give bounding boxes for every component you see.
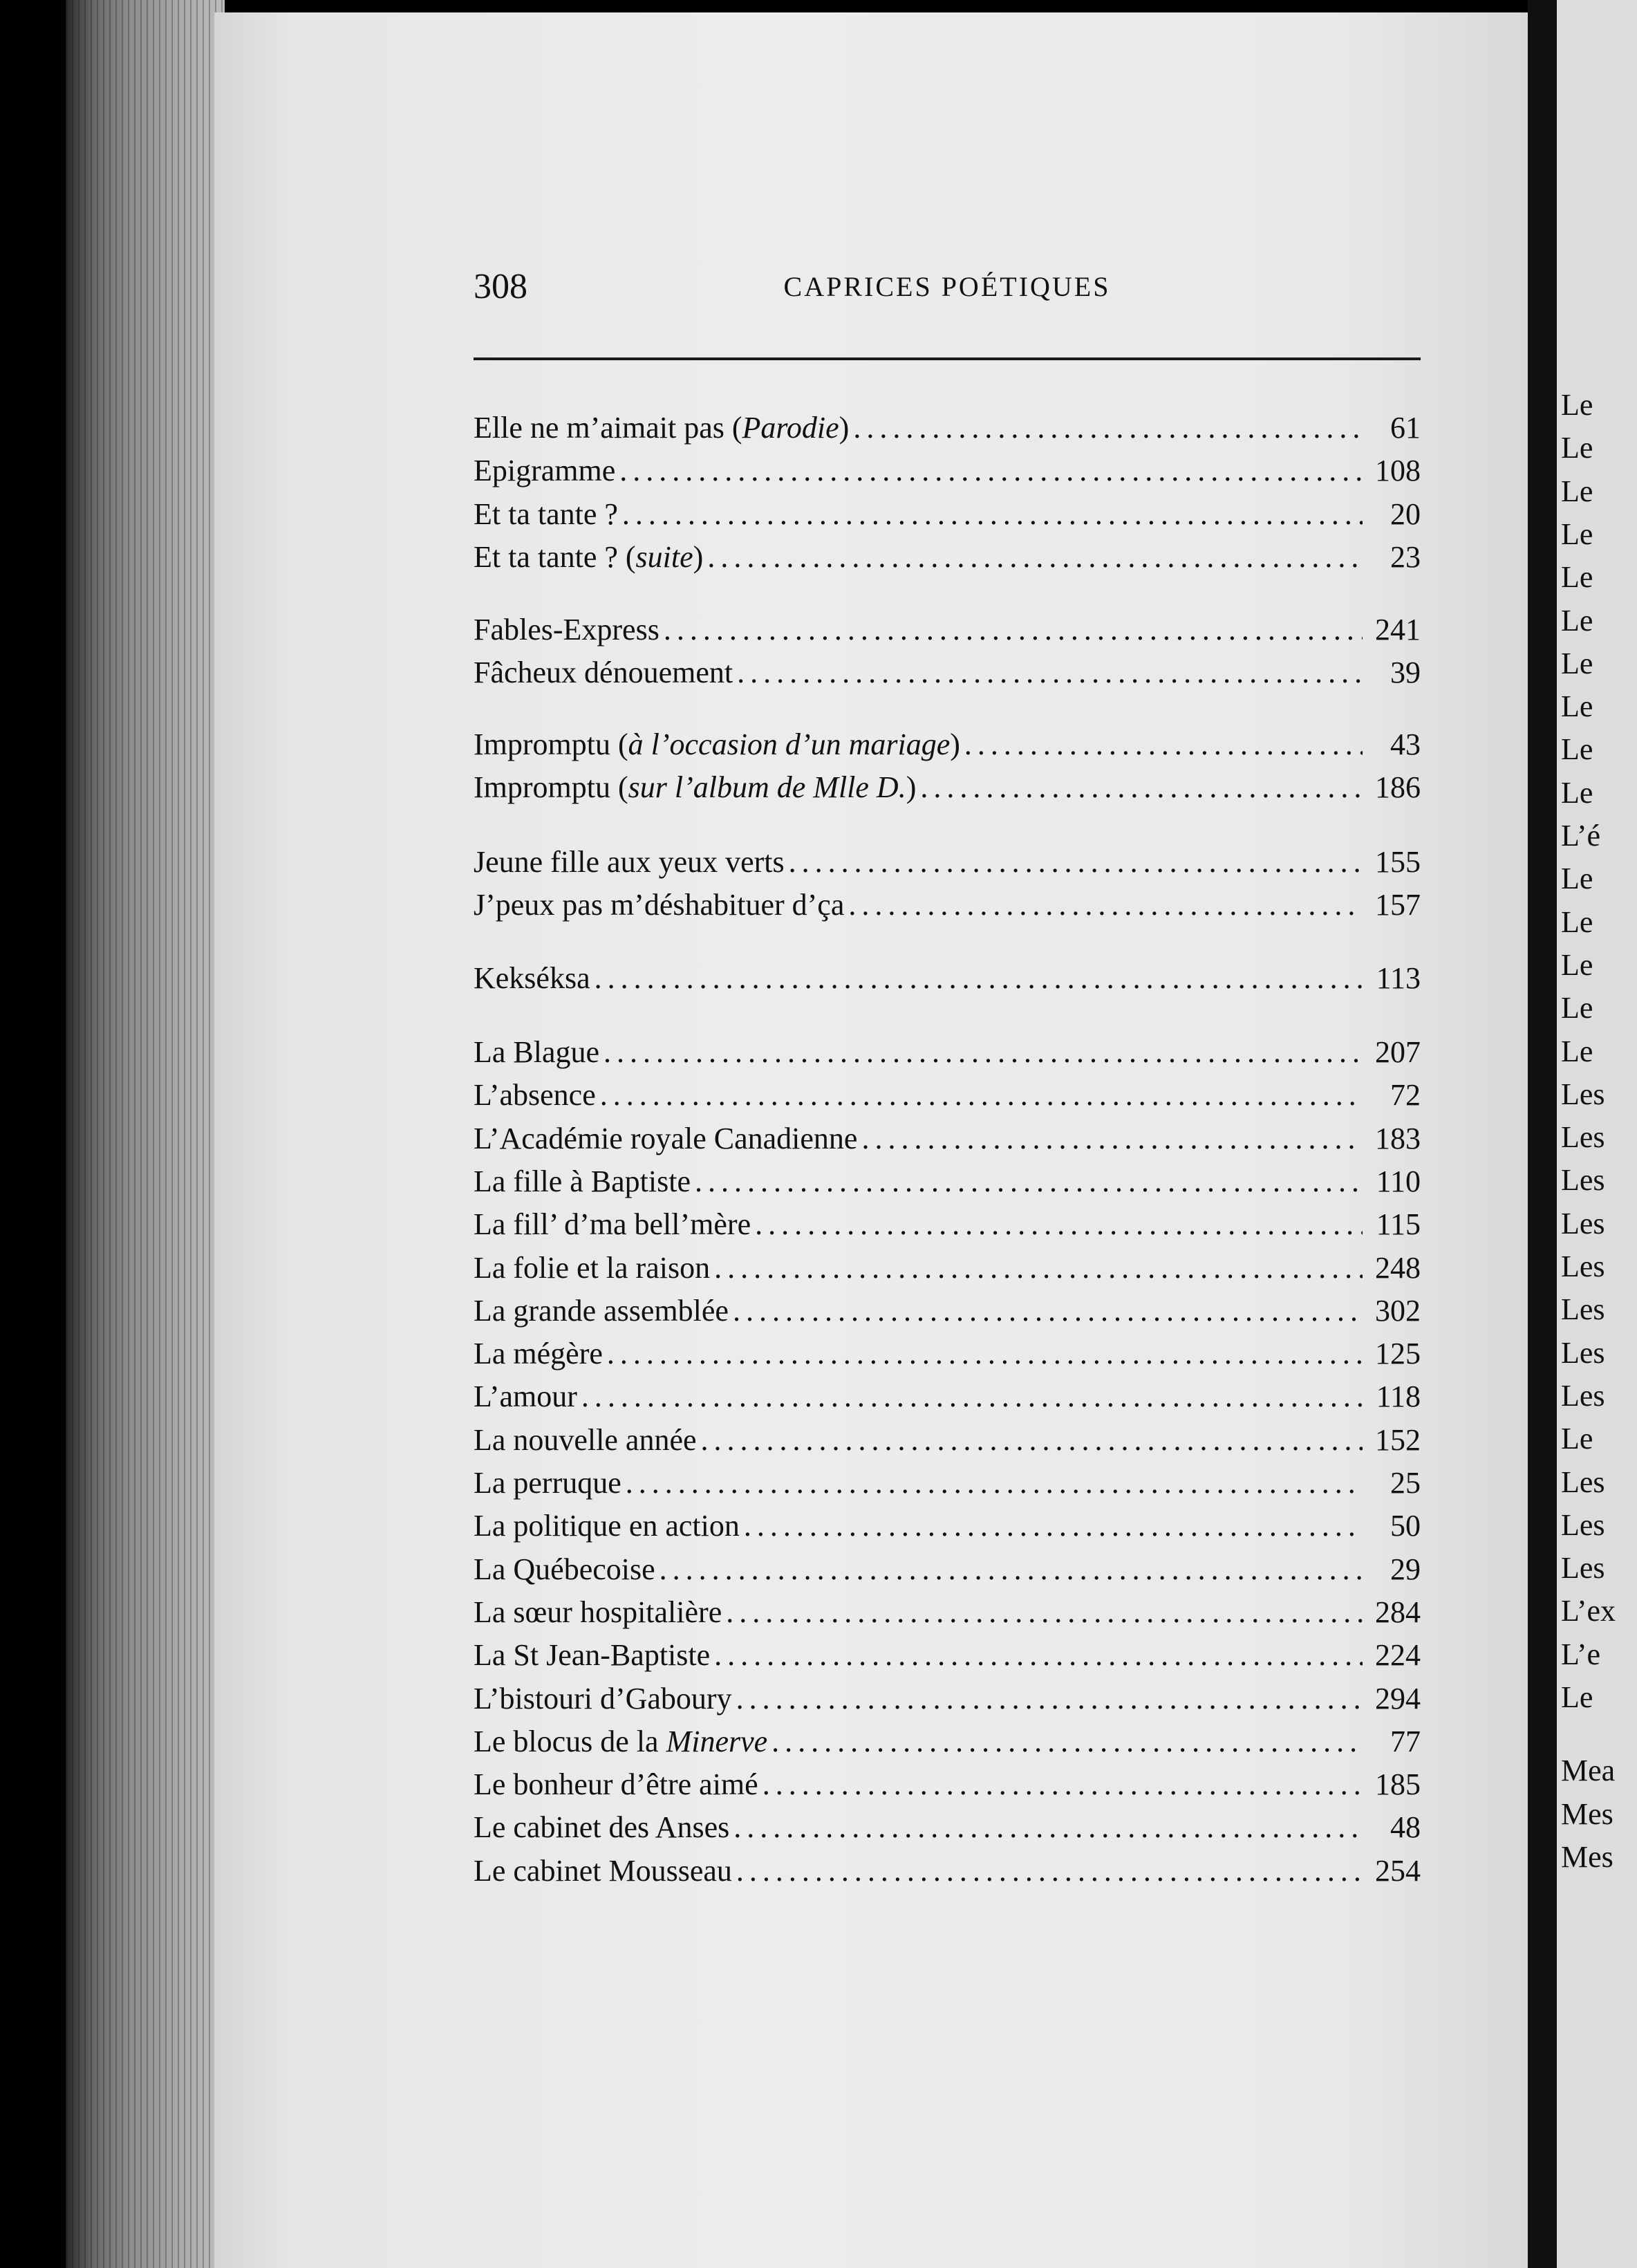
toc-entry: [474, 1117, 1421, 1160]
toc-title-text: L’absence: [474, 1078, 596, 1113]
toc-entry: [474, 884, 1421, 927]
toc-page-number: 155: [1375, 845, 1421, 879]
dot-leader: [595, 957, 1363, 1000]
facing-page-fragment: Le: [1561, 732, 1593, 767]
toc-page-number: 50: [1390, 1509, 1421, 1543]
dot-leader: [771, 1720, 1363, 1763]
toc-title-text: La folie et la raison: [474, 1250, 711, 1285]
toc-title-text: La fill’ d’ma bell’mère: [474, 1207, 751, 1242]
dot-leader: [707, 536, 1363, 579]
facing-page-fragment: Le: [1561, 947, 1593, 982]
dot-leader: [714, 1247, 1363, 1290]
toc-page-number: 118: [1376, 1379, 1421, 1414]
toc-title-text: Elle ne m’aimait pas (: [474, 411, 742, 445]
toc-title-text: Jeune fille aux yeux verts: [474, 845, 785, 879]
toc-title-text: L’Académie royale Canadienne: [474, 1121, 858, 1155]
toc-entry-title: [474, 407, 849, 449]
toc-page-number: 29: [1390, 1552, 1421, 1586]
toc-entry-title: [474, 1548, 655, 1591]
toc-entry-title: [474, 1160, 691, 1203]
toc-entry: [474, 1806, 1421, 1849]
toc-page-number: 294: [1375, 1681, 1421, 1716]
toc-entry: [474, 1763, 1421, 1806]
toc-title-text: L’amour: [474, 1379, 577, 1414]
toc-page-number: 284: [1375, 1595, 1421, 1629]
toc-page-number: 115: [1376, 1207, 1421, 1242]
toc-entry-title: [474, 1505, 740, 1547]
dot-leader: [626, 1462, 1363, 1505]
facing-page-fragment: Le: [1561, 862, 1593, 896]
toc-entry: [474, 493, 1421, 536]
toc-entry: [474, 651, 1421, 694]
dot-leader: [664, 608, 1363, 651]
toc-entry: [474, 957, 1421, 1000]
dot-leader: [744, 1505, 1363, 1547]
toc-title-suffix: ): [839, 411, 850, 445]
toc-entry-title: [474, 1203, 751, 1246]
facing-page-fragment: Le: [1561, 560, 1593, 595]
facing-page-fragment: Les: [1561, 1465, 1605, 1499]
toc-entry-title: [474, 1375, 577, 1418]
toc-entry-title: [474, 766, 916, 809]
facing-page-fragment: Le: [1561, 1034, 1593, 1068]
toc-title-text: La grande assemblée: [474, 1293, 729, 1328]
dot-leader: [737, 651, 1363, 694]
toc-entry-title: [474, 1074, 596, 1117]
facing-page-fragment: Les: [1561, 1335, 1605, 1370]
toc-entry: [474, 1720, 1421, 1763]
dot-leader: [920, 766, 1363, 809]
toc-title-text: L’bistouri d’Gaboury: [474, 1681, 732, 1716]
dot-leader: [604, 1031, 1363, 1074]
toc-page-number: 157: [1375, 888, 1421, 922]
toc-page-number: 25: [1390, 1466, 1421, 1500]
dot-leader: [701, 1419, 1363, 1462]
toc-title-text: Fâcheux dénouement: [474, 656, 733, 690]
toc-entry: [474, 723, 1421, 766]
toc-entry-title: [474, 1332, 603, 1375]
facing-page-fragment: L’é: [1561, 819, 1601, 853]
toc-title-text: La politique en action: [474, 1509, 740, 1543]
toc-title-italic: à l’occasion d’un mariage: [628, 727, 951, 761]
toc-entry: [474, 1332, 1421, 1375]
facing-page-fragment: Le: [1561, 775, 1593, 810]
facing-page-fragment: Le: [1561, 474, 1593, 508]
dot-leader: [622, 493, 1363, 536]
toc-title-text: Impromptu (: [474, 770, 628, 805]
dot-leader: [714, 1634, 1363, 1677]
toc-title-text: Le cabinet Mousseau: [474, 1853, 732, 1888]
toc-entry: [474, 1850, 1421, 1893]
toc-page-number: 61: [1390, 411, 1421, 445]
toc-entry-title: [474, 1419, 697, 1462]
toc-title-text: La nouvelle année: [474, 1422, 697, 1457]
toc-page-number: 125: [1375, 1337, 1421, 1371]
toc-title-text: Et ta tante ? (: [474, 539, 636, 574]
facing-page-fragment: Mes: [1561, 1796, 1613, 1831]
toc-entry-title: [474, 1290, 729, 1332]
toc-page-number: 48: [1390, 1810, 1421, 1845]
toc-entry-title: [474, 1031, 599, 1074]
facing-page-fragment: Le: [1561, 1680, 1593, 1714]
toc-entry: [474, 1160, 1421, 1203]
toc-entry-title: [474, 884, 844, 927]
toc-title-suffix: ): [950, 727, 960, 761]
toc-page-number: 72: [1390, 1078, 1421, 1113]
toc-entry-title: [474, 1763, 758, 1806]
facing-page-fragment: Le: [1561, 646, 1593, 680]
toc-entry-title: [474, 1462, 621, 1505]
dot-leader: [736, 1677, 1363, 1720]
facing-page-fragment: Le: [1561, 689, 1593, 724]
page-number: 308: [474, 267, 527, 306]
toc-title-text: La fille à Baptiste: [474, 1164, 691, 1198]
toc-entry: [474, 1677, 1421, 1720]
toc-entry: [474, 1290, 1421, 1332]
toc-title-text: La mégère: [474, 1337, 603, 1371]
toc-title-italic: Parodie: [742, 411, 839, 445]
toc-page-number: 248: [1375, 1250, 1421, 1285]
facing-page-fragment: Les: [1561, 1077, 1605, 1111]
toc-entry-title: [474, 608, 660, 651]
toc-entry-title: [474, 1117, 857, 1160]
toc-title-text: La Québecoise: [474, 1552, 655, 1586]
page-header: [474, 259, 1421, 315]
toc-title-text: La Blague: [474, 1035, 600, 1069]
dot-leader: [853, 407, 1363, 449]
toc-title-suffix: ): [693, 539, 704, 574]
toc-entry: [474, 1634, 1421, 1677]
toc-title-text: Le cabinet des Anses: [474, 1810, 730, 1845]
facing-page-fragment: Les: [1561, 1206, 1605, 1240]
toc-title-text: J’peux pas m’déshabituer d’ça: [474, 888, 845, 922]
facing-page-fragment: Les: [1561, 1292, 1605, 1327]
facing-page-fragment: Les: [1561, 1163, 1605, 1198]
dot-leader: [607, 1332, 1363, 1375]
toc-page-number: 224: [1375, 1638, 1421, 1673]
toc-entry-title: [474, 841, 785, 884]
toc-title-text: Fables-Express: [474, 613, 660, 647]
toc-page-number: 186: [1375, 770, 1421, 805]
facing-page-fragment: Le: [1561, 904, 1593, 939]
facing-page-fragment: L’e: [1561, 1637, 1601, 1671]
toc-title-text: La St Jean-Baptiste: [474, 1638, 711, 1673]
toc-entry: [474, 536, 1421, 579]
facing-page-fragment: Le: [1561, 517, 1593, 551]
toc-page-number: 39: [1390, 656, 1421, 690]
header-rule: [474, 357, 1421, 360]
facing-page-fragment: Mea: [1561, 1754, 1616, 1788]
facing-page-fragment: Le: [1561, 991, 1593, 1025]
facing-page-fragment: Le: [1561, 388, 1593, 422]
toc-page-number: 77: [1390, 1724, 1421, 1758]
toc-entry-title: [474, 1591, 722, 1634]
toc-entry: [474, 1247, 1421, 1290]
dot-leader: [733, 1806, 1363, 1849]
toc-entry: [474, 1462, 1421, 1505]
toc-entry-title: [474, 1247, 710, 1290]
toc-entry-title: [474, 723, 960, 766]
facing-page-fragment: Les: [1561, 1249, 1605, 1283]
dot-leader: [581, 1375, 1363, 1418]
toc-title-text: Impromptu (: [474, 727, 628, 761]
dot-leader: [861, 1117, 1363, 1160]
toc-entry-title: [474, 536, 703, 579]
dot-leader: [848, 884, 1363, 927]
toc-entry-title: [474, 493, 618, 536]
dot-leader: [763, 1763, 1363, 1806]
dot-leader: [964, 723, 1363, 766]
toc-entry: [474, 841, 1421, 884]
toc-page-number: 183: [1375, 1121, 1421, 1155]
facing-page-fragment: Le: [1561, 603, 1593, 638]
dot-leader: [600, 1074, 1363, 1117]
dot-leader: [726, 1591, 1363, 1634]
dot-leader: [736, 1850, 1363, 1893]
toc-entry: [474, 1074, 1421, 1117]
toc-entry-title: [474, 449, 615, 492]
facing-page-fragment: Le: [1561, 1422, 1593, 1456]
running-title: CAPRICES POÉTIQUES: [783, 271, 1111, 302]
dot-leader: [789, 841, 1363, 884]
facing-page-fragment: Les: [1561, 1507, 1605, 1542]
page-edges-texture: [66, 0, 225, 2268]
toc-page-number: 108: [1375, 454, 1421, 488]
toc-title-italic: Minerve: [666, 1724, 768, 1758]
toc-page-number: 110: [1376, 1164, 1421, 1198]
toc-entry-title: [474, 651, 733, 694]
toc-page-number: 152: [1375, 1422, 1421, 1457]
toc-entry: [474, 608, 1421, 651]
toc-entry: [474, 407, 1421, 449]
toc-title-italic: sur l’album de Mlle D.: [628, 770, 906, 805]
facing-page-fragment: Les: [1561, 1378, 1605, 1413]
toc-page-number: 241: [1375, 613, 1421, 647]
toc-title-text: La perruque: [474, 1466, 621, 1500]
dot-leader: [619, 449, 1363, 492]
toc-entry-title: [474, 1677, 732, 1720]
toc-title-text: Le bonheur d’être aimé: [474, 1767, 758, 1802]
toc-page-number: 113: [1376, 961, 1421, 995]
toc-page-number: 254: [1375, 1853, 1421, 1888]
facing-page-fragment: L’ex: [1561, 1594, 1616, 1628]
toc-title-text: Et ta tante ?: [474, 496, 618, 531]
toc-entry-title: [474, 1850, 732, 1893]
toc-entry: [474, 449, 1421, 492]
toc-page-number: 23: [1390, 539, 1421, 574]
facing-page-fragment: Le: [1561, 431, 1593, 465]
toc-title-text: Epigramme: [474, 454, 616, 488]
dot-leader: [733, 1290, 1363, 1332]
toc-entry: [474, 1375, 1421, 1418]
toc-entry: [474, 766, 1421, 809]
toc-entry: [474, 1031, 1421, 1074]
toc-title-text: La sœur hospitalière: [474, 1595, 722, 1629]
facing-page-fragment: Les: [1561, 1551, 1605, 1586]
toc-entry: [474, 1419, 1421, 1462]
toc-entry-title: [474, 1806, 729, 1849]
toc-entry: [474, 1548, 1421, 1591]
toc-title-italic: suite: [635, 539, 693, 574]
toc-title-suffix: ): [906, 770, 917, 805]
toc-page-number: 20: [1390, 496, 1421, 531]
toc-title-text: Le blocus de la: [474, 1724, 666, 1758]
toc-entry-title: [474, 1720, 767, 1763]
facing-page-fragment: Les: [1561, 1120, 1605, 1155]
book-gutter: [1528, 0, 1557, 2268]
toc-entry: [474, 1203, 1421, 1246]
toc-page-number: 207: [1375, 1035, 1421, 1069]
dot-leader: [695, 1160, 1363, 1203]
facing-page-fragment: Mes: [1561, 1839, 1613, 1874]
toc-entry-title: [474, 1634, 710, 1677]
toc-entry: [474, 1505, 1421, 1547]
dot-leader: [755, 1203, 1363, 1246]
toc-entry-title: [474, 957, 590, 1000]
toc-entry: [474, 1591, 1421, 1634]
toc-page-number: 185: [1375, 1767, 1421, 1802]
toc-page-number: 43: [1390, 727, 1421, 761]
dot-leader: [660, 1548, 1363, 1591]
toc-page-number: 302: [1375, 1293, 1421, 1328]
toc-title-text: Kekséksa: [474, 961, 590, 995]
